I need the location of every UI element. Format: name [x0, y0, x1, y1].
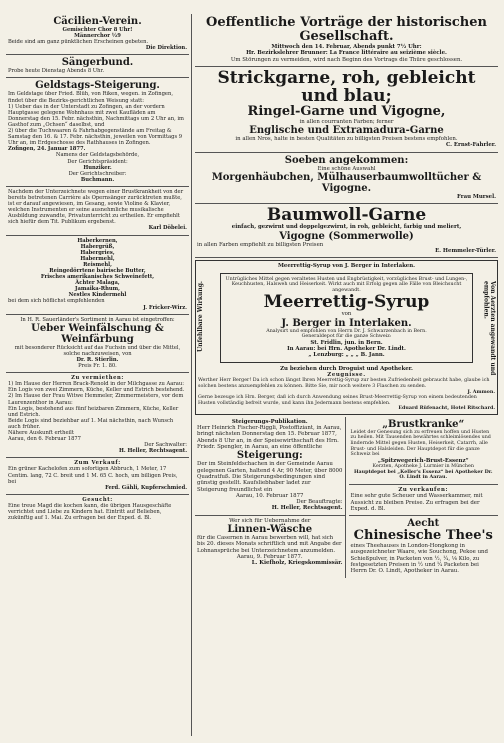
ad-line: Probe heute Dienstag Abends 8 Uhr. [8, 68, 105, 75]
ad-signature: Der Gerichtschreiber: [68, 170, 127, 177]
ad-signature: H. Heller, Rechtsagent. [271, 505, 343, 512]
ad-line: St. Fridlin, jun. in Bern. [310, 339, 383, 346]
ad-signature: Ferd. Gähli, Kupferschmied. [105, 484, 187, 491]
ad-item: Habermehl, [80, 255, 115, 262]
ad-title: Ueber Weinfälschung & Weinfärbung [31, 322, 164, 345]
sub-column-left [195, 417, 345, 578]
ad-line: mit besonderer Rücksicht auf das Fuchsin und über die Mittel, solche nachzuweisen, von [14, 344, 181, 357]
column-divider [191, 14, 192, 736]
ad-line: Ein Logis, bestehend aus fünf heizbaren Zimmern, Küche, Keller und Estrich. [8, 405, 179, 418]
ad-line: in allen Nros, halte in besten Qualitäten zu billigsten Preisen bestens empfohlen. [235, 136, 458, 143]
ad-line: Eine schöne Auswahl [317, 165, 376, 172]
ad-line: Gemischter Chor 8 Uhr! [62, 27, 133, 33]
ad-fricker [6, 236, 189, 315]
ad-line: „ Lenzburg: „ „ „ B. Jann. [308, 352, 385, 359]
ad-line: In Aarau: bei Hrn. Apotheker Dr. Lindt. [287, 346, 406, 353]
ad-caecilien [6, 14, 189, 55]
ad-title: Steigerung: [236, 450, 303, 462]
ad-title: Geldstags-Steigerung. [35, 80, 160, 92]
ad-meerrettig-syrup [195, 260, 498, 415]
ad-title: Zu verkaufen: [398, 486, 449, 493]
ad-title: Steigerungs-Publikation. [231, 418, 308, 425]
ad-body: Nachdem der Unterzeichnete wegen einer Brustkrankheit von der bereits betretenen Carrière als Opernsänger zurücktreten mußte, ist er darauf angewiesen, im Gesang, sowie Violine & Klavier, welchen Instrumenten er seine ausnehmliche musikalische Ausbildung zuwandte, Privatunterricht zu ertheilen. Er empfiehlt sich hiefür dem Tit. Publikum ergebenst. [8, 188, 184, 226]
ad-item: Nestles Kindermehl [68, 292, 127, 299]
ad-saengerbund [6, 55, 189, 78]
ad-item: Reingedörrtene bairische Butter, [49, 268, 146, 274]
newspaper-page [6, 14, 498, 736]
ad-body: Im Geldstage über Fried. Blüh, von Riken, wegen. in Zofingen, findet über die Bezirks-gerichtlichen Weisung statt: [8, 91, 173, 104]
ad-sauerlaender [6, 315, 189, 373]
ad-body: für die Casernen in Aarau bewerben will, hat sich bis 20. dieses Monats schriftlich und mit Angabe der Lohnansprüche bei Unterzeichnetem anzumelden. [197, 535, 342, 554]
ad-title: Linnen-Wäsche [227, 524, 313, 536]
right-column [195, 14, 498, 736]
ad-header: Meerrettig-Syrup von J. Berger in Interlaken. [277, 263, 416, 270]
ad-brustkranke [349, 417, 499, 485]
ad-line: Vigogne (Sommerwolle) [279, 230, 414, 242]
ad-title: „Brustkranke“ [382, 418, 465, 430]
ad-zeugnis: Gerne bezeuge ich Hrn. Berger, daß ich durch Anwendung seines Brust-Meerrettig-Syrup von einem bedeutenden Husten vollständig befreit wurde, und kann ihn Jedermann bestens empfehlen. [198, 395, 477, 406]
ad-footer: Zu beziehen durch Droguist und Apotheker. [280, 365, 413, 372]
ad-item: Ächter Malaga, [75, 280, 120, 287]
ad-baumwoll [195, 204, 498, 258]
ad-price: Preis Fr. 1. 80. [78, 363, 117, 370]
ad-line: Um Störungen zu vermeiden, wird nach Beginn des Vortrags die Thüre geschlossen. [230, 56, 463, 63]
ad-verkaufen [349, 485, 499, 516]
ad-line: Männerchor ½9 [74, 33, 121, 40]
ad-signature: H. Heller, Rechtsagent. [118, 448, 187, 455]
ad-musik [6, 187, 189, 236]
ad-signature: L. Kiefholz, Kriegskommissär. [251, 560, 343, 567]
ad-verkauf [6, 458, 189, 494]
ad-date: Zofingen, 24. Januar 1877. [8, 146, 86, 153]
ad-zeugnis: Werther Herr Berger! Da ich schon längst Ihren Meerrettig-Syrup zur besten Zufriedenheit gebraucht habe, glaube ich solchen bestens anzuempfehlen zu können. Bitte Sie, mir noch weitere 3 Flaschen zu senden. [198, 378, 490, 389]
ad-line: Nähere Auskunft ertheilt [8, 429, 74, 436]
ad-body: Leidet der Genesung sich zu erfreuen hoffen und Husten zu heilen. Mit Tausenden bewährtes schleimlösendes und lindernde Mittel gegen Husten, Heiserkeit, Catarrh, alle Brust- und Halsleiden. Der Hauptdepot für die ganze Schweiz bei [350, 429, 491, 458]
ad-signature: Buchmann. [80, 176, 115, 183]
ad-vermieten [6, 373, 189, 458]
ad-title: Oeffentliche Vorträge der historischen Gesellschaft. [206, 15, 487, 44]
ad-item: Habergrüß, [80, 243, 115, 250]
ad-line: Beide Logis sind beziehbar auf 1. Mai nächsthin, nach Wunsch auch früher. [8, 417, 174, 430]
ad-geldstags [6, 78, 189, 186]
ad-line: einfach, gezwirnt und doppelgezwirnt, in roh, gebleicht, farbig und meliert, [231, 224, 462, 231]
ad-intro: Untrügliches Mittel gegen veraltetes Husten und Engbrüstigkeit, vorzügliches Brust- und Lungen-, Keuchhusten, Halsweh und Heiserkeit. Wirkt auch mit Erfolg gegen alle Fälle von Bleichsucht angewandt. [225, 276, 468, 293]
ad-item: Frisches amerikanisches Schweinefett, [40, 274, 155, 281]
ad-zeugnisse-title: Zeugnisse. [327, 372, 366, 379]
ad-date: Aarau, 9. Februar 1877. [236, 553, 303, 560]
ad-item: 2) über die Tuchwaaren & Fahrhabgegenstände am Freitag & Samstag den 16. & 17. Febr. nächsthin, jeweilen von Vormittags 9 Uhr an, im Erdgeschosse des Rathhauses in Zofingen. [8, 128, 183, 147]
ad-line: 1) Im Hause der Herren Brack-Renold in der Milchgasse zu Aarau: [8, 381, 184, 388]
side-text-left: Unfehlbare Wirkung. [197, 281, 204, 353]
ad-line: Analysirt und empfohlen von Herrn Dr. J. Schwarzenbach in Bern. [266, 328, 427, 334]
ad-body: Ein grüner Kachelofen zum sofortigen Abbruch, 1 Meter, 17 Centim. lang, 72 C. breit und 1 M. 65 C. hoch, um billigen Preis, bei [8, 466, 178, 485]
ad-line: Beide sind am ganz pünktlichen Erscheinen gebeten. [8, 39, 149, 46]
ad-line: Generaldepot für die ganze Schweiz: [301, 334, 392, 340]
ad-title: Gesucht: [82, 496, 113, 503]
ad-body: Eine sehr gute Scheuer und Wasserkammer, mit Aussicht zu bleiben Preise. Zu erfragen bei der Exped. d. Bl. [350, 493, 483, 512]
ad-line: Hr. Bezirkslehrer Brunner: La France littéraire au seizième siècle. [246, 50, 447, 57]
ad-item: 1) Ueber das in der Unterstadt zu Zofingen, an der vordern Hauptgasse gelegene Wohnhaus mit zwei Kaufläden am Donnerstag den 15. Febr. nächsthin, Nachmittags um 2 Uhr an, im Gasthof zum „Ochsen“ daselbst, und [8, 103, 184, 128]
ad-title: „Spitzwegerich-Brust-Essenz“ [377, 457, 469, 464]
ad-title: Sängerbund. [61, 57, 134, 69]
ad-line: in allen courranten Farben; ferner [299, 118, 394, 125]
ad-line: Wer sich für Uebernahme der [229, 517, 311, 524]
ad-line: Ein Logis von zwei Zimmern, Küche, Keller und Estrich bestehend. [8, 387, 185, 394]
ad-title: Zu vermiethen: [71, 375, 124, 382]
ad-signature: Namens der Geldstagsbehörde, [55, 152, 140, 159]
ad-title: Englische und Extramadura-Garne [249, 125, 444, 137]
ad-line: Mittwoch den 14. Februar, Abends punkt 7½ Uhr: [271, 44, 422, 50]
ad-gesucht [6, 495, 189, 524]
ad-signature: C. Ernst-Fahrler. [445, 142, 496, 149]
ad-line: Herr Heinrich Fischer-Riggli, Postoffiziant, in Aarau, bringt nächsten Donnerstag den 15. Februar 1877, Abends 8 Uhr an, in der Speisewirthschaft des Hrn. Friedr. Spengler, in Aarau, an eine öffentliche [197, 425, 342, 451]
ad-line: in allen Farben empfiehlt zu billigsten Preisen [197, 241, 324, 248]
syrup-inner-box [220, 273, 473, 363]
ad-signature: Die Direktion. [145, 45, 187, 52]
side-text-right: Von Aerzten angewandt und empfohlen. [482, 281, 496, 376]
ad-line: 2) Im Hause der Frau Witwe Hemmeler, Zimmermeisters, vor dem Laurenzenthor in Aarau: [8, 393, 184, 406]
ad-title: Meerrettig-Syrup [263, 292, 430, 313]
ad-line: Hauptdepot bei „Keller's Essenz“ bei Apotheker Dr. O. Lindt in Aarau. [353, 468, 493, 481]
ad-waesche [195, 516, 345, 570]
ad-title: Soeben angekommen: [284, 154, 409, 166]
sub-column-right [345, 417, 499, 578]
ad-item: Reismehl, [83, 261, 112, 268]
two-column-section [195, 417, 498, 578]
ad-mursel [195, 153, 498, 205]
ad-line: Kerzten, Apotheke J. Lurmier in München [372, 464, 474, 470]
ad-line: In H. R. Sauerländer's Sortiment in Aarau ist eingetroffen: [20, 316, 175, 323]
ad-line: von [341, 311, 352, 318]
ad-item: Jamaika-Rhum, [75, 286, 120, 293]
ad-signature: Karl Döbelei. [148, 225, 187, 232]
ad-body: eines Theehauses in London-Hongkong in ausgezeichneter Waare, wie Souchong, Pekoe und Schießpulver, in Packeten von ½, ¼, ⅛ Kilo, zu festgesetzten Preisen in ½ und ¼ Packeten bei Herrn Dr. O. Lindt, Apotheker in Aarau. [350, 543, 488, 575]
ad-line: Morgenhäubchen, Mülhauserbaumwolltücher & Vigogne. [211, 172, 482, 195]
ad-title: Cäcilien-Verein. [53, 16, 142, 27]
ad-signature: Eduard Rüfenacht, Hotel Ritschard. [398, 405, 495, 412]
ad-title: Baumwoll-Garne [266, 205, 427, 226]
ad-line: Der im Steinfeldschachen in der Gemeinde Aarau gelegenen Garten, haltend 4 Ar, 90 Meter, über 8000 Quadratfuß. Die Steigerungsbedingungen sind günstig gestellt. Kaufsliebhaber ladet zur Steigerung freundlichst ein [197, 461, 343, 493]
ad-title: Strickgarne, roh, gebleicht und blau; [217, 67, 476, 106]
ad-signature: Hunziker. [83, 164, 112, 171]
ad-strickgarne [195, 67, 498, 153]
ad-steigerung [195, 417, 345, 516]
ad-item: Haberkernen, [77, 237, 118, 244]
ad-signature: Der Beauftragte: [296, 499, 343, 506]
ad-date: Aarau, den 6. Februar 1877 [8, 436, 81, 443]
ad-signature: J. Fricker-Wirz. [143, 304, 187, 311]
ad-title: Aecht [407, 518, 440, 530]
ad-date: Aarau, 10. Februar 1877 [236, 492, 304, 499]
ad-signature: Der Gerichtspräsident: [67, 158, 128, 165]
ad-thee [349, 516, 499, 577]
ad-signature: Der Sachwalter: [144, 442, 187, 449]
ad-item: Habergries, [80, 249, 115, 256]
ad-line: bei dem sich höflichst empfehlenden [8, 298, 105, 305]
ad-title: Zum Verkauf: [74, 460, 121, 467]
ad-title: Chinesische Thee's [353, 528, 493, 544]
ad-maker: J. Berger in Interlaken. [281, 317, 412, 329]
ad-signature: Frau Mursel. [457, 194, 496, 201]
left-column [6, 14, 189, 736]
ad-vortraege [195, 14, 498, 67]
ad-author: Dr. R. Stierlin. [76, 356, 119, 363]
ad-signature: J. Ammon. [467, 388, 495, 395]
ad-signature: E. Hemmeler-Türler. [435, 247, 496, 254]
ad-body: Eine treue Magd die kochen kann, die übrigen Hausgeschäfte verrichtet und Liebe zu Kindern hat. Eintritt auf Belieben, zukünftig auf 1. Mai. Zu erfragen bei der Exped. d. Bl. [8, 502, 172, 522]
ad-subtitle: Ringel-Garne und Vigogne, [247, 103, 446, 119]
